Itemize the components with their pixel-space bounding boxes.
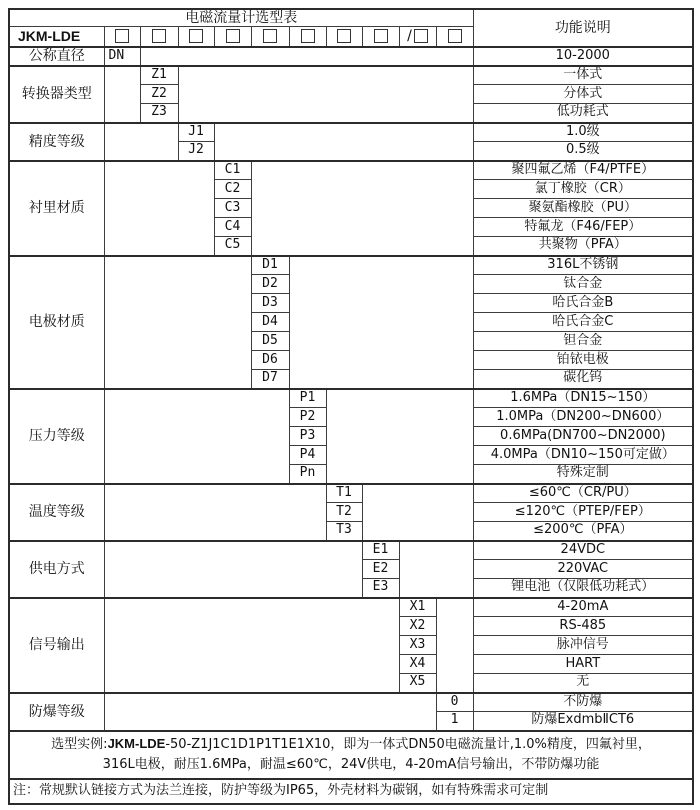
option-desc-cell: 哈氏合金C [473,313,693,332]
checkbox-icon[interactable] [337,29,351,43]
spacer-cell [251,161,473,256]
option-desc-cell: 220VAC [473,560,693,579]
option-desc-cell: 特氟龙（F46/FEP） [473,218,693,237]
option-code-cell: Z2 [140,85,178,104]
option-code-cell: C4 [214,218,251,237]
model-digit-cell [289,27,326,47]
function-description-header: 功能说明 [473,9,693,47]
option-code-cell: P2 [289,408,326,427]
checkbox-icon[interactable] [263,29,277,43]
option-code-cell: Z3 [140,104,178,123]
section-label: 精度等级 [9,123,104,161]
option-code-cell: C5 [214,237,251,256]
table-title: 电磁流量计选型表 [9,9,473,27]
spacer-cell [326,389,473,484]
option-desc-cell: 分体式 [473,85,693,104]
option-code-cell: Pn [289,465,326,484]
spacer-cell [104,161,214,256]
checkbox-icon[interactable] [414,29,428,43]
option-desc-cell: 24VDC [473,541,693,560]
model-digit-cell [251,27,289,47]
section-label: 信号输出 [9,598,104,693]
spacer-cell [399,541,473,598]
option-code-cell: X5 [399,674,436,693]
option-desc-cell: 脉冲信号 [473,636,693,655]
option-code-cell: C1 [214,161,251,180]
section-label: 温度等级 [9,484,104,541]
option-code-cell: E3 [362,579,399,598]
option-code-cell: P1 [289,389,326,408]
selection-example [9,731,693,779]
section-label: 转换器类型 [9,66,104,123]
spacer-cell [104,693,436,731]
checkbox-icon[interactable] [226,29,240,43]
checkbox-icon[interactable] [152,29,166,43]
option-desc-cell: 氯丁橡胶（CR） [473,180,693,199]
example-label: 选型实例: [51,736,108,752]
spacer-cell [104,484,326,541]
option-code-cell: X3 [399,636,436,655]
option-code-cell: D6 [251,351,289,370]
option-desc-cell: HART [473,655,693,674]
section-label: 电极材质 [9,256,104,389]
option-desc-cell: 无 [473,674,693,693]
section-label: 防爆等级 [9,693,104,731]
spacer-cell [436,598,473,693]
option-desc-cell: RS-485 [473,617,693,636]
section-label: 衬里材质 [9,161,104,256]
option-code-cell: J2 [178,142,214,161]
model-digit-cell [104,27,140,47]
spacer-cell [214,123,473,161]
checkbox-icon[interactable] [189,29,203,43]
section-label: 压力等级 [9,389,104,484]
option-code-cell: T1 [326,484,362,503]
option-desc-cell: 一体式 [473,66,693,85]
option-code-cell: 0 [436,693,473,712]
model-digit-cell [178,27,214,47]
option-code-cell: C2 [214,180,251,199]
spacer-cell [289,256,473,389]
option-desc-cell: 0.6MPa(DN700~DN2000) [473,427,693,446]
spacer-cell [104,256,251,389]
option-code-cell: 1 [436,712,473,731]
option-desc-cell: 1.0MPa（DN200~DN600） [473,408,693,427]
spacer-cell [362,484,473,541]
section-label: 供电方式 [9,541,104,598]
option-code-cell: X1 [399,598,436,617]
selection-table [8,8,694,805]
model-digit-cell [326,27,362,47]
option-desc-cell: 不防爆 [473,693,693,712]
option-desc-cell: 0.5级 [473,142,693,161]
spacer-cell [140,47,473,66]
spacer-cell [104,598,399,693]
option-code-cell: D1 [251,256,289,275]
option-desc-cell: 316L不锈钢 [473,256,693,275]
option-desc-cell: 聚氨酯橡胶（PU） [473,199,693,218]
option-desc-cell: 聚四氟乙烯（F4/PTFE） [473,161,693,180]
option-code-cell: D3 [251,294,289,313]
slash-separator: / [407,28,412,45]
option-code-cell: D5 [251,332,289,351]
option-code-cell: Z1 [140,66,178,85]
selection-table-sheet [8,8,694,805]
checkbox-icon[interactable] [374,29,388,43]
option-desc-cell: 共聚物（PFA） [473,237,693,256]
option-code-cell: D4 [251,313,289,332]
option-code-cell: J1 [178,123,214,142]
checkbox-icon[interactable] [301,29,315,43]
option-desc-cell: ≤120℃（PTEP/FEP） [473,503,693,522]
footer-note: 注：常规默认链接方式为法兰连接，防护等级为IP65，外壳材料为碳钢，如有特殊需求可定制 [9,779,693,804]
option-code-cell: D7 [251,370,289,389]
spacer-cell [104,123,178,161]
option-desc-cell: 碳化钨 [473,370,693,389]
option-desc-cell: 1.6MPa（DN15~150） [473,389,693,408]
option-desc-cell: 特殊定制 [473,465,693,484]
model-prefix: JKM-LDE [9,27,104,47]
spacer-cell [104,389,289,484]
option-code-cell: T2 [326,503,362,522]
option-code-cell: X4 [399,655,436,674]
example-line1-rest: -50-Z1J1C1D1P1T1E1X10，即为一体式DN50电磁流量计,1.0%精度，四氟衬里， [165,736,651,752]
option-desc-cell: ≤60℃（CR/PU） [473,484,693,503]
option-desc-cell: 哈氏合金B [473,294,693,313]
option-desc-cell: 1.0级 [473,123,693,142]
model-digit-cell [436,27,473,47]
option-code-cell: X2 [399,617,436,636]
spacer-cell [104,541,362,598]
model-digit-cell [140,27,178,47]
option-code-cell: DN [104,47,140,66]
option-code-cell: E2 [362,560,399,579]
example-line1 [10,734,692,755]
example-model-code: JKM-LDE [107,735,166,751]
option-desc-cell: 钛合金 [473,275,693,294]
option-code-cell: E1 [362,541,399,560]
checkbox-icon[interactable] [448,29,462,43]
option-desc-cell: 4.0MPa（DN10~150可定做） [473,446,693,465]
spacer-cell [104,66,140,123]
option-desc-cell: 低功耗式 [473,104,693,123]
model-digit-cell-slash [399,27,436,47]
checkbox-icon[interactable] [115,29,129,43]
option-desc-cell: 铂铱电极 [473,351,693,370]
option-desc-cell: 4-20mA [473,598,693,617]
option-code-cell: D2 [251,275,289,294]
option-desc-cell: ≤200℃（PFA） [473,522,693,541]
option-desc-cell: 防爆ExdmbⅡCT6 [473,712,693,731]
option-code-cell: P4 [289,446,326,465]
spacer-cell [178,66,473,123]
option-desc-cell: 10-2000 [473,47,693,66]
section-label: 公称直径 [9,47,104,66]
model-digit-cell [214,27,251,47]
option-code-cell: C3 [214,199,251,218]
model-digit-cell [362,27,399,47]
option-code-cell: P3 [289,427,326,446]
option-code-cell: T3 [326,522,362,541]
option-desc-cell: 锂电池（仅限低功耗式） [473,579,693,598]
option-desc-cell: 钽合金 [473,332,693,351]
example-line2: 316L电极，耐压1.6MPa，耐温≤60℃，24V供电，4-20mA信号输出，不带防爆功能 [102,757,600,773]
